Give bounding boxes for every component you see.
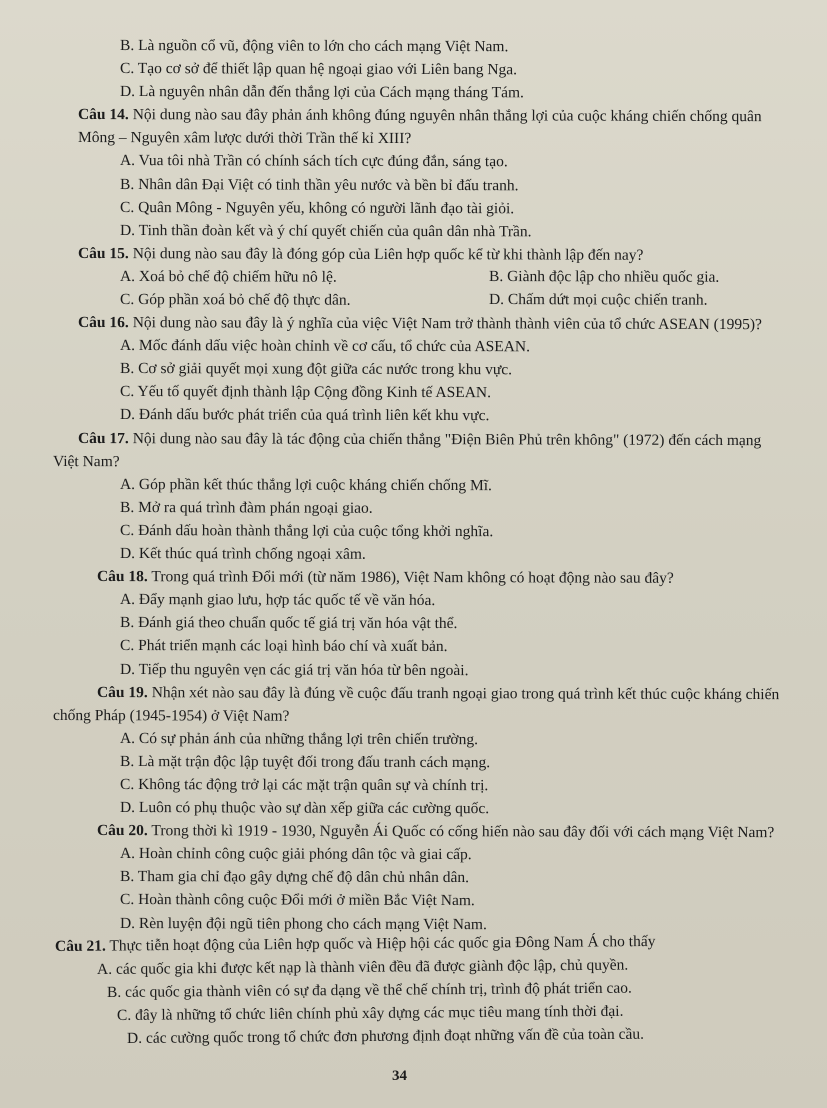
answer-option: B. Nhân dân Đại Việt có tinh thần yêu nước và bền bỉ đấu tranh. — [119, 175, 519, 194]
question-stem: Câu 20. Trong thời kì 1919 - 1930, Nguyễn Ái Quốc có cống hiến nào sau đây đối với cách mạng Việt Nam? — [96, 822, 775, 842]
answer-option: chống Pháp (1945-1954) ở Việt Nam? — [52, 706, 290, 725]
answer-option: C. Tạo cơ sở để thiết lập quan hệ ngoại giao với Liên bang Nga. — [119, 60, 518, 79]
question-stem: Câu 18. Trong quá trình Đổi mới (từ năm 1986), Việt Nam không có hoạt động nào sau đây? — [96, 568, 674, 587]
question-stem: Câu 14. Nội dung nào sau đây phản ánh không đúng nguyên nhân thắng lợi của cuộc kháng chiến chống quân — [77, 106, 762, 126]
answer-option: B. Cơ sở giải quyết mọi xung đột giữa các nước trong khu vực. — [119, 360, 513, 379]
answer-option: D. Đánh dấu bước phát triển của quá trình liên kết khu vực. — [119, 406, 490, 425]
answer-option: A. Hoàn chỉnh công cuộc giải phóng dân tộc và giai cấp. — [119, 845, 472, 864]
answer-option: B. Tham gia chỉ đạo gây dựng chế độ dân chủ nhân dân. — [119, 868, 470, 887]
answer-option: A. Vua tôi nhà Trần có chính sách tích cực đúng đắn, sáng tạo. — [119, 152, 508, 171]
question-stem: Câu 21. Thực tiễn hoạt động của Liên hợp quốc và Hiệp hội các quốc gia Đông Nam Á cho thấy — [54, 932, 656, 955]
answer-option: D. Kết thúc quá trình chống ngoại xâm. — [119, 545, 366, 563]
answer-option: C. Quân Mông - Nguyên yếu, không có người lãnh đạo tài giỏi. — [119, 198, 515, 217]
answer-option: C. Hoàn thành công cuộc Đổi mới ở miền Bắc Việt Nam. — [119, 891, 475, 910]
answer-option: B. Giành độc lập cho nhiều quốc gia. — [488, 267, 720, 286]
answer-option: B. các quốc gia thành viên có sự đa dạng về thể chế chính trị, trình độ phát triển cao. — [106, 979, 632, 1001]
answer-option: C. Yếu tố quyết định thành lập Cộng đồng Kinh tế ASEAN. — [119, 383, 492, 402]
answer-option: B. Mở ra quá trình đàm phán ngoại giao. — [119, 498, 373, 517]
answer-option: A. các quốc gia khi được kết nạp là thành viên đều đã được giành độc lập, chủ quyền. — [96, 956, 629, 978]
answer-option: A. Có sự phản ánh của những thắng lợi trên chiến trường. — [119, 729, 479, 748]
answer-option: A. Xoá bỏ chế độ chiếm hữu nô lệ. — [119, 267, 337, 286]
answer-option: C. Không tác động trở lại các mặt trận quân sự và chính trị. — [119, 775, 489, 795]
answer-option: C. đây là những tổ chức liên chính phủ xây dựng các mục tiêu mang tính thời đại. — [116, 1002, 624, 1024]
answer-option: A. Đẩy mạnh giao lưu, hợp tác quốc tế về văn hóa. — [119, 591, 436, 610]
answer-option: D. các cường quốc trong tổ chức đơn phương định đoạt những vấn đề của toàn cầu. — [126, 1025, 645, 1047]
answer-option: D. Là nguyên nhân dẫn đến thắng lợi của Cách mạng tháng Tám. — [119, 83, 524, 102]
answer-option: D. Tiếp thu nguyên vẹn các giá trị văn hóa từ bên ngoài. — [119, 660, 469, 679]
question-stem: Câu 16. Nội dung nào sau đây là ý nghĩa của việc Việt Nam trở thành thành viên của tổ chức ASEAN (1995)? — [77, 314, 762, 334]
answer-option: B. Là nguồn cổ vũ, động viên to lớn cho cách mạng Việt Nam. — [119, 37, 509, 56]
answer-option: C. Đánh dấu hoàn thành thắng lợi của cuộc tổng khởi nghĩa. — [119, 521, 494, 541]
question-stem: Câu 15. Nội dung nào sau đây là đóng góp của Liên hợp quốc kể từ khi thành lập đến nay? — [77, 244, 644, 264]
answer-option: B. Là mặt trận độc lập tuyệt đối trong đấu tranh cách mạng. — [119, 752, 491, 772]
answer-option: B. Đánh giá theo chuẩn quốc tế giá trị văn hóa vật thể. — [119, 614, 458, 633]
answer-option: D. Tinh thần đoàn kết và ý chí quyết chiến của quân dân nhà Trần. — [119, 221, 532, 241]
question-stem: Câu 17. Nội dung nào sau đây là tác động của chiến thắng "Điện Biên Phủ trên không" (1972) đến cách mạng — [77, 429, 762, 449]
answer-option: D. Chấm dứt mọi cuộc chiến tranh. — [488, 291, 708, 309]
answer-option: D. Rèn luyện đội ngũ tiên phong cho cách mạng Việt Nam. — [119, 914, 487, 933]
answer-option: Việt Nam? — [52, 452, 120, 470]
answer-option: A. Mốc đánh dấu việc hoàn chỉnh về cơ cấu, tổ chức của ASEAN. — [119, 337, 531, 356]
answer-option: A. Góp phần kết thúc thắng lợi cuộc kháng chiến chống Mĩ. — [119, 475, 492, 494]
page-number: 34 — [392, 1068, 407, 1084]
answer-option: C. Phát triển mạnh các loại hình báo chí và xuất bản. — [119, 637, 448, 656]
question-stem: Câu 19. Nhận xét nào sau đây là đúng về cuộc đấu tranh ngoại giao trong quá trình kết thúc cuộc kháng chiến — [96, 683, 780, 703]
answer-option: C. Góp phần xoá bỏ chế độ thực dân. — [119, 291, 351, 309]
answer-option: D. Luôn có phụ thuộc vào sự dàn xếp giữa các cường quốc. — [119, 799, 490, 818]
answer-option: Mông – Nguyên xâm lược dưới thời Trần thế kỉ XIII? — [77, 129, 412, 148]
